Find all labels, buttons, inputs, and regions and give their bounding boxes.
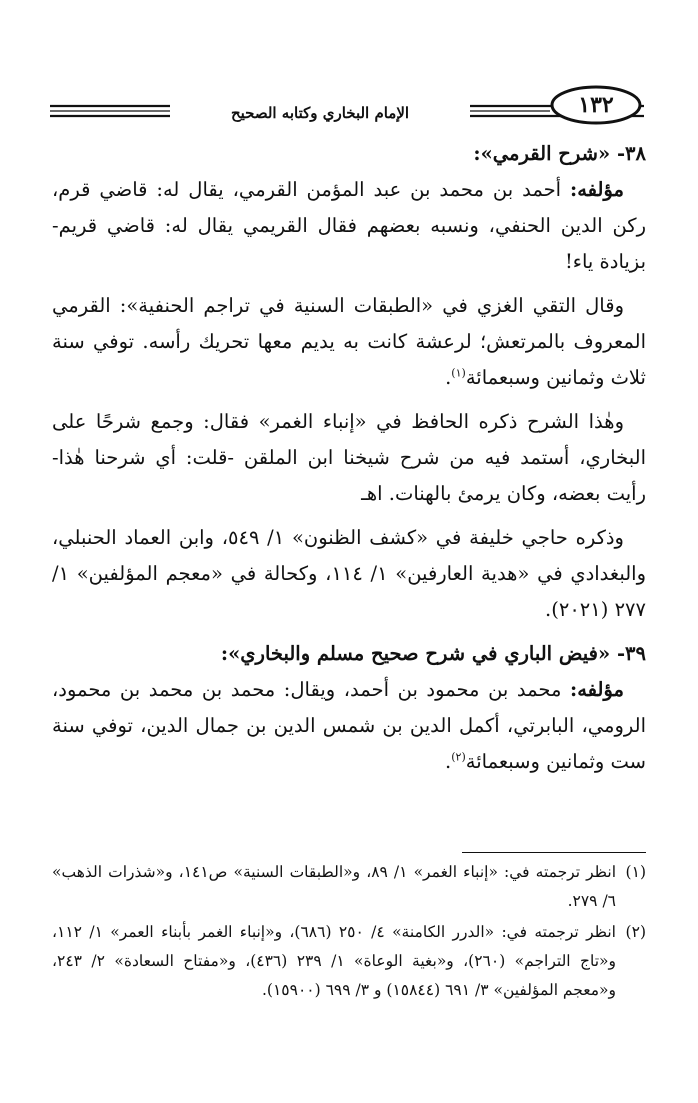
footnotes <box>52 858 646 1007</box>
footnote-number: (٢) <box>625 923 646 941</box>
entry-heading-39: ٣٩- «فيض الباري في شرح صحيح مسلم والبخاري»: <box>220 642 646 665</box>
footnote-1 <box>52 858 646 916</box>
paragraph-ghazzi: وقال التقي الغزي في «الطبقات السنية في تراجم الحنفية»: القرمي المعروف بالمرتعش؛ لرعشة كانت به يديم معها تحريك رأسه. توفي سنة ثلاث وثمانين وسبعمائة$^{(١)}$. <box>52 294 646 389</box>
entry-heading-38: ٣٨- «شرح القرمي»: <box>473 142 646 165</box>
author-label: مؤلفه: <box>570 178 624 201</box>
paragraph-author-38 <box>52 172 646 280</box>
paragraph-hafiz: وهٰذا الشرح ذكره الحافظ في «إنباء الغمر» فقال: وجمع شرحًا على البخاري، أستمد فيه من شرح شيخنا ابن الملقن -قلت: أي شرحنا هٰذا- رأيت بعضه، وكان يرمئ بالهنات. اهـ <box>52 410 646 505</box>
paragraph-haji-khalifa: وذكره حاجي خليفة في «كشف الظنون» ١/ ٥٤٩، وابن العماد الحنبلي، والبغدادي في «هدية العارفين» ١/ ١١٤، وكحالة في «معجم المؤلفين» ١/ ٢٧٧ (٢٠٢١). <box>52 526 646 621</box>
footnote-divider <box>462 852 646 853</box>
author-text: محمد بن محمود بن أحمد، ويقال: محمد بن محمد بن محمود، الرومي، البابرتي، أكمل الدين بن شمس الدين بن جمال الدين، توفي سنة ست وثمانين وسبعمائة <box>52 678 646 773</box>
paragraph-author-39: مؤلفه: محمد بن محمود بن أحمد، ويقال: محمد بن محمد بن محمود، الرومي، البابرتي، أكمل الدين بن شمس الدين بن جمال الدين، توفي سنة ست وثمانين وسبعمائة$^{(٢)}$. <box>52 678 646 773</box>
footnote-2 <box>52 918 646 1005</box>
footnote-ref-2[interactable]: (٢) <box>451 750 466 764</box>
footnote-ref-1[interactable]: (١) <box>451 366 466 380</box>
running-title: الإمام البخاري وكتابه الصحيح <box>170 102 470 124</box>
footnote-text: انظر ترجمته في: «الدرر الكامنة» ٤/ ٢٥٠ (٦٨٦)، و«إنباء الغمر بأبناء العمر» ١/ ١١٢، و«تاج التراجم» (٢٦٠)، و«بغية الوعاة» ١/ ٢٣٩ (٤٣٦)، و«مفتاح السعادة» ٢/ ٢٤٣، و«معجم المؤلفين» ٣/ ٦٩١ (١٥٨٤٤) و ٣/ ٦٩٩ (١٥٩٠٠). <box>52 923 617 999</box>
author-label: مؤلفه: <box>570 678 624 701</box>
ghazzi-text: وقال التقي الغزي في «الطبقات السنية في تراجم الحنفية»: القرمي المعروف بالمرتعش؛ لرعشة كانت به يديم معها تحريك رأسه. توفي سنة ثلاث وثمانين وسبعمائة <box>52 294 646 389</box>
author-text: أحمد بن محمد بن عبد المؤمن القرمي، يقال له: قاضي قرم، ركن الدين الحنفي، ونسبه بعضهم فقال القريمي يقال له: قاضي قريم- بزيادة ياء! <box>52 178 646 273</box>
main-text <box>52 136 646 788</box>
footnote-text: انظر ترجمته في: «إنباء الغمر» ١/ ٨٩، و«الطبقات السنية» ص١٤١، و«شذرات الذهب» ٦/ ٢٧٩. <box>52 863 617 910</box>
page-header <box>50 76 650 126</box>
page-number: ١٣٢ <box>578 92 614 118</box>
footnote-number: (١) <box>625 863 646 881</box>
